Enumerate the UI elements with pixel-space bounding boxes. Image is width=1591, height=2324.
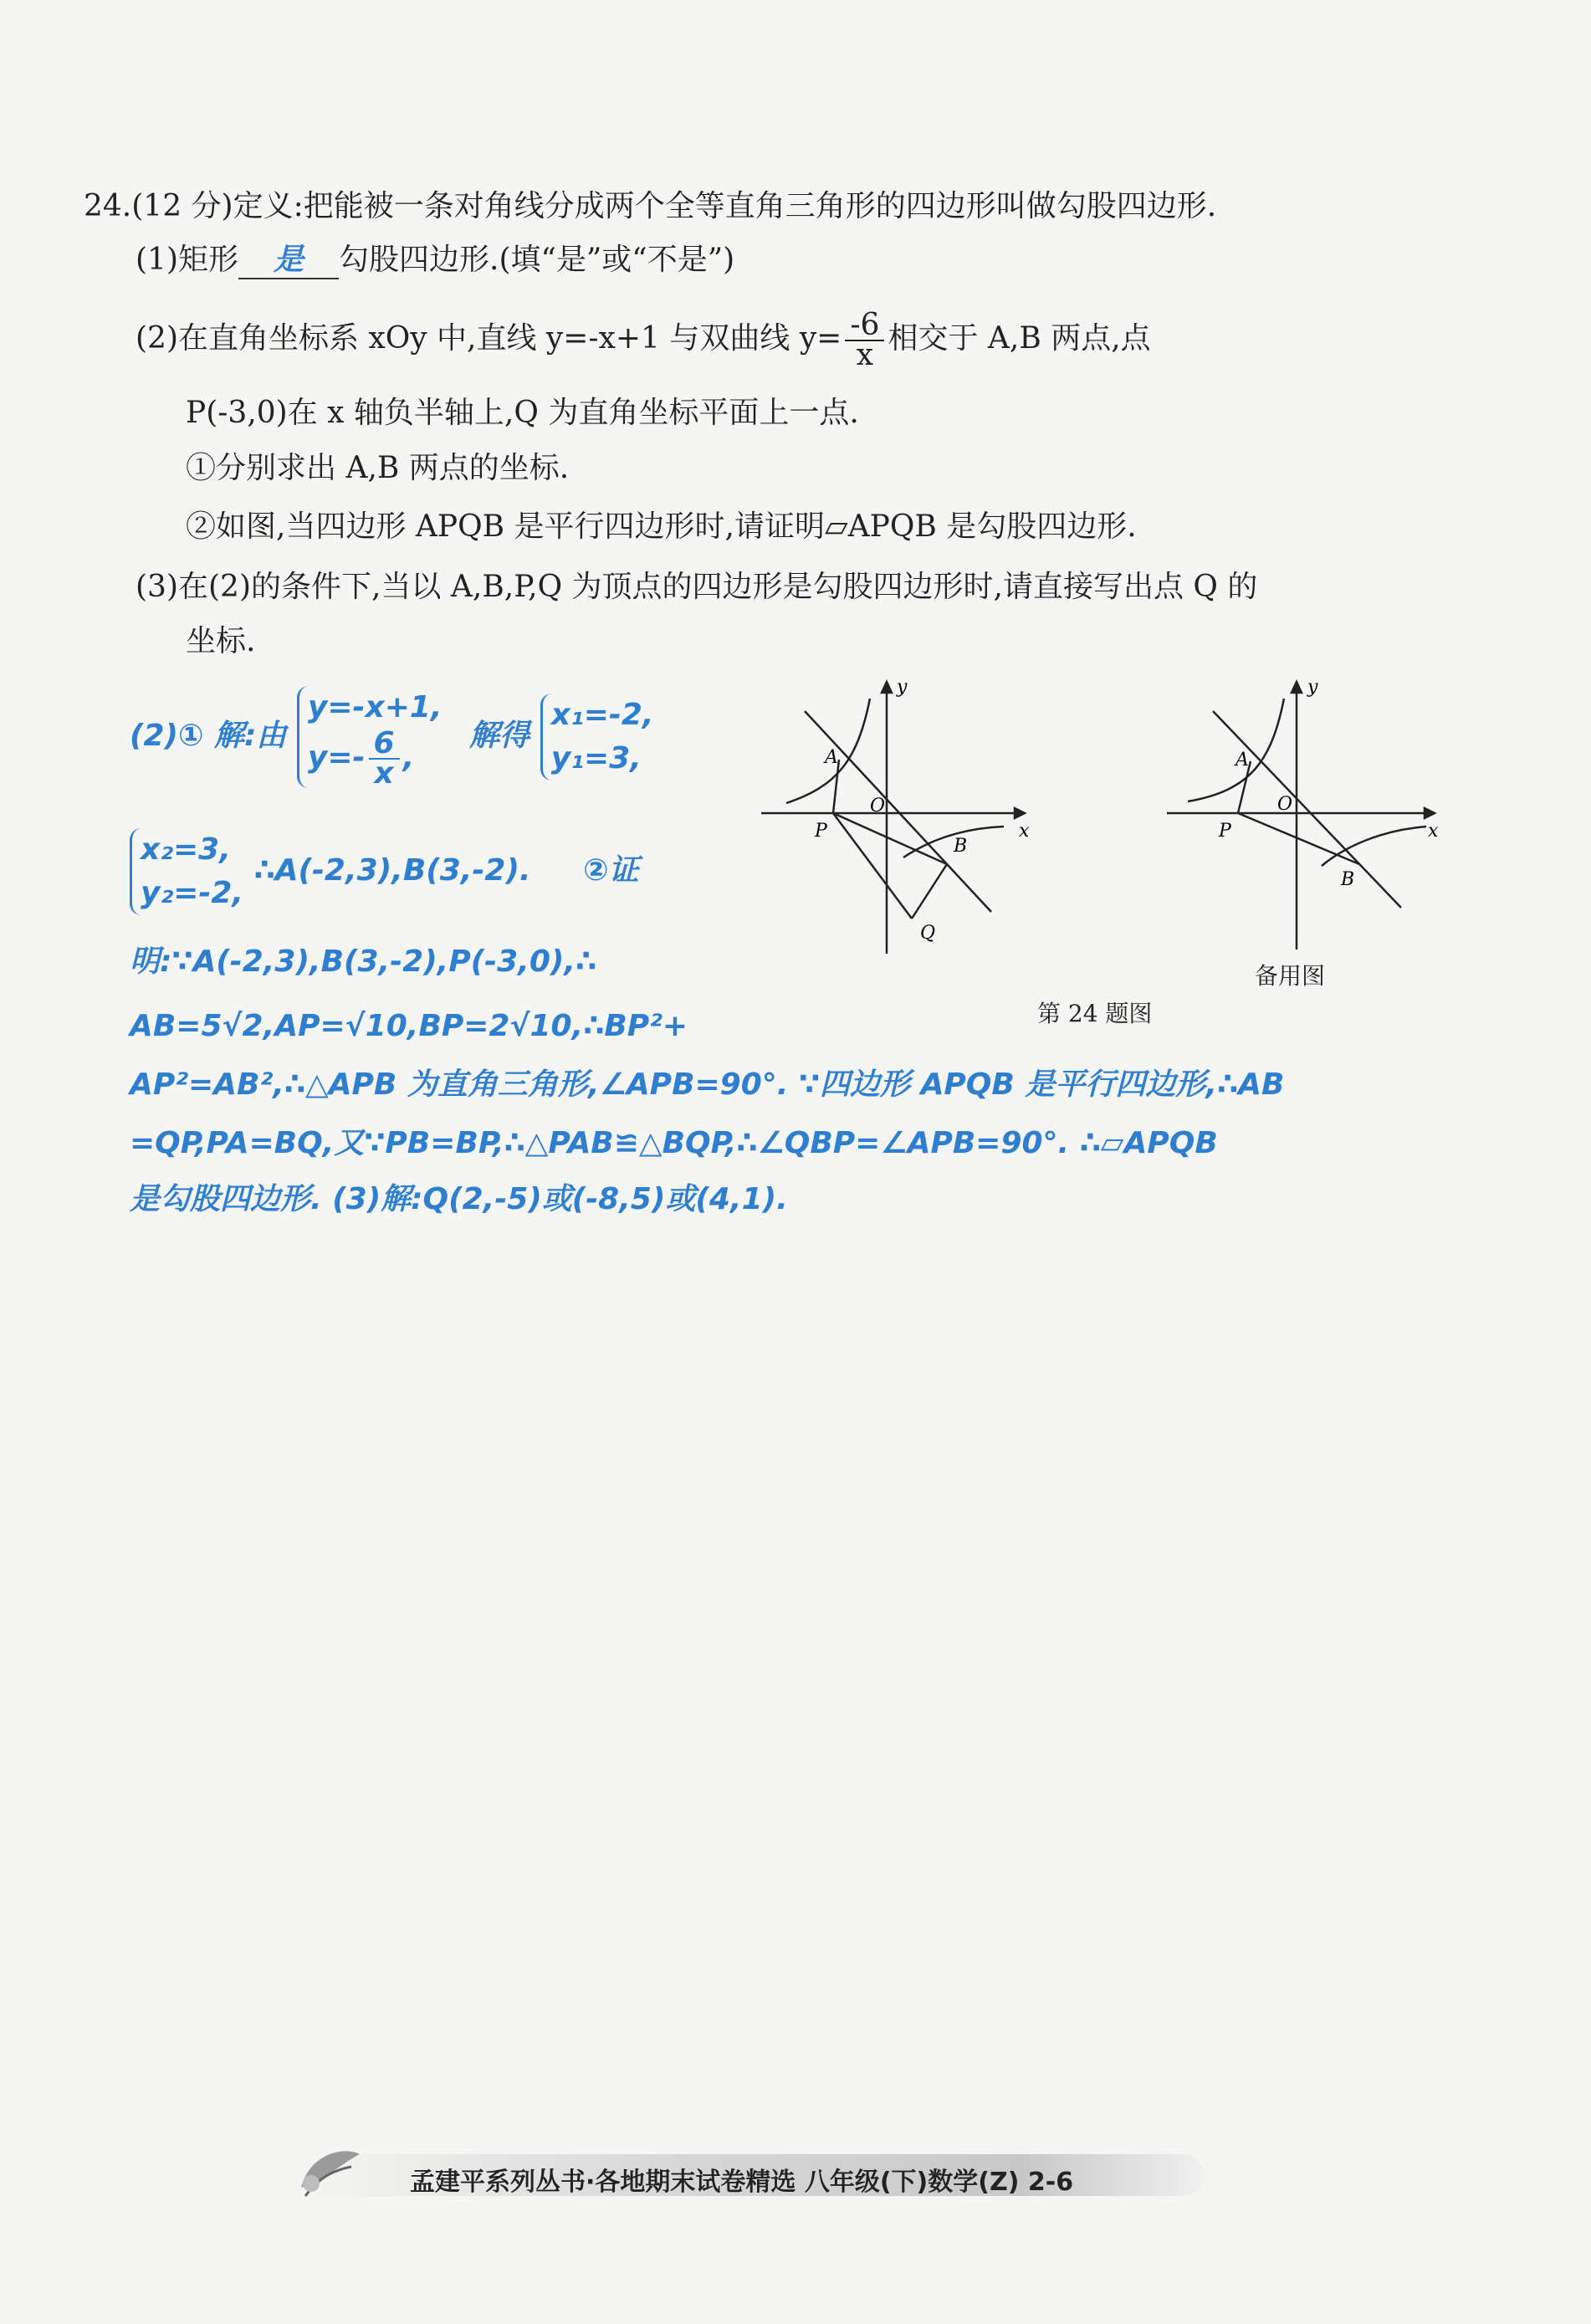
segment-QB — [912, 864, 947, 919]
label-B: B — [954, 836, 968, 857]
label-B: B — [1341, 869, 1355, 890]
solution-line4: AB=5√2,AP=√10,BP=2√10,∴BP²+ — [130, 1009, 688, 1043]
segment-PQ — [833, 813, 912, 919]
equation-system — [297, 686, 443, 791]
label-y: y — [1307, 677, 1318, 698]
solve-word: 解得 — [469, 719, 530, 753]
footer-text: 孟建平系列丛书·各地期末试卷精选 八年级(下)数学(Z) 2-6 — [410, 2168, 1074, 2197]
label-y: y — [897, 677, 908, 698]
y-axis-arrow — [1292, 682, 1302, 693]
label-A: A — [1235, 750, 1249, 770]
solution-part2-1b — [130, 828, 639, 915]
system-line2: y=- $\frac{6}{x}$ , — [307, 726, 415, 791]
figure-backup — [1159, 669, 1460, 954]
question-part2-sub1: ①分别求出 A,B 两点的坐标. — [186, 451, 570, 485]
question-part1 — [136, 241, 734, 279]
system-fraction: $\frac{6}{x}$ — [369, 729, 400, 788]
part1-after: 勾股四边形.(填“是”或“不是”) — [339, 243, 735, 277]
question-part2 — [136, 310, 1151, 370]
x-axis-arrow — [1015, 808, 1025, 818]
label-x: x — [1019, 821, 1030, 842]
label-O: O — [1277, 794, 1293, 815]
solution-line7: 是勾股四边形. (3)解:Q(2,-5)或(-8,5)或(4,1). — [130, 1182, 788, 1216]
solution-line3: 明:∵A(-2,3),B(3,-2),P(-3,0),∴ — [130, 944, 597, 979]
question-header: 24.(12 分)定义:把能被一条对角线分成两个全等直角三角形的四边形叫做勾股四边形. — [84, 189, 1217, 223]
solution-part2-1 — [130, 686, 654, 791]
part2-b: 相交于 A,B 两点,点 — [888, 321, 1151, 356]
figure-24-caption: 第 24 题图 — [1037, 1000, 1153, 1027]
question-part3-line1: (3)在(2)的条件下,当以 A,B,P,Q 为顶点的四边形是勾股四边形时,请直接写出点 Q 的 — [136, 570, 1258, 604]
part2-a: (2)在直角坐标系 xOy 中,直线 y=-x+1 与双曲线 y= — [136, 321, 842, 356]
x-axis-arrow — [1425, 808, 1435, 818]
segment-PB — [833, 813, 947, 864]
solution-line6: =QP,PA=BQ,又∵PB=BP,∴△PAB≌△BQP,∴∠QBP=∠APB=90°. ∴▱APQB — [130, 1126, 1218, 1160]
question-part3-line2: 坐标. — [186, 624, 256, 658]
label-x: x — [1428, 821, 1439, 842]
solution-prefix: (2)① 解:由 — [130, 719, 287, 753]
fraction-denominator: x — [856, 338, 874, 372]
system-line1: y=-x+1, — [307, 690, 443, 724]
label-Q: Q — [920, 923, 936, 944]
leaf-logo-icon — [293, 2137, 368, 2204]
solution-coords: ∴A(-2,3),B(3,-2). — [253, 853, 531, 888]
solution-system-2: x₂=3, y₂=-2, — [130, 828, 243, 915]
fraction-numerator: -6 — [845, 311, 884, 341]
part1-answer: 是 — [238, 241, 339, 279]
label-O: O — [870, 796, 886, 816]
line-y-eq-neg-x-plus-1 — [1213, 711, 1401, 908]
question-part2-line2: P(-3,0)在 x 轴负半轴上,Q 为直角坐标平面上一点. — [186, 396, 859, 430]
solution-system-1: x₁=-2, y₁=3, — [540, 694, 654, 781]
proof-start: ②证 — [583, 853, 639, 888]
figure-backup-caption: 备用图 — [1255, 962, 1326, 990]
question-part2-sub2: ②如图,当四边形 APQB 是平行四边形时,请证明▱APQB 是勾股四边形. — [186, 509, 1137, 544]
part1-before: (1)矩形 — [136, 243, 238, 277]
segment-PB — [1238, 813, 1359, 864]
figure-24 — [753, 669, 1071, 987]
part2-fraction — [845, 308, 884, 372]
label-P: P — [1219, 821, 1231, 842]
solution-line5: AP²=AB²,∴△APB 为直角三角形,∠APB=90°. ∵四边形 APQB 是平行四边形,∴AB — [130, 1067, 1285, 1102]
hyperbola-branch-lower-right — [1322, 827, 1426, 866]
label-A: A — [825, 747, 838, 768]
label-P: P — [815, 821, 827, 842]
y-axis-arrow — [882, 682, 892, 693]
